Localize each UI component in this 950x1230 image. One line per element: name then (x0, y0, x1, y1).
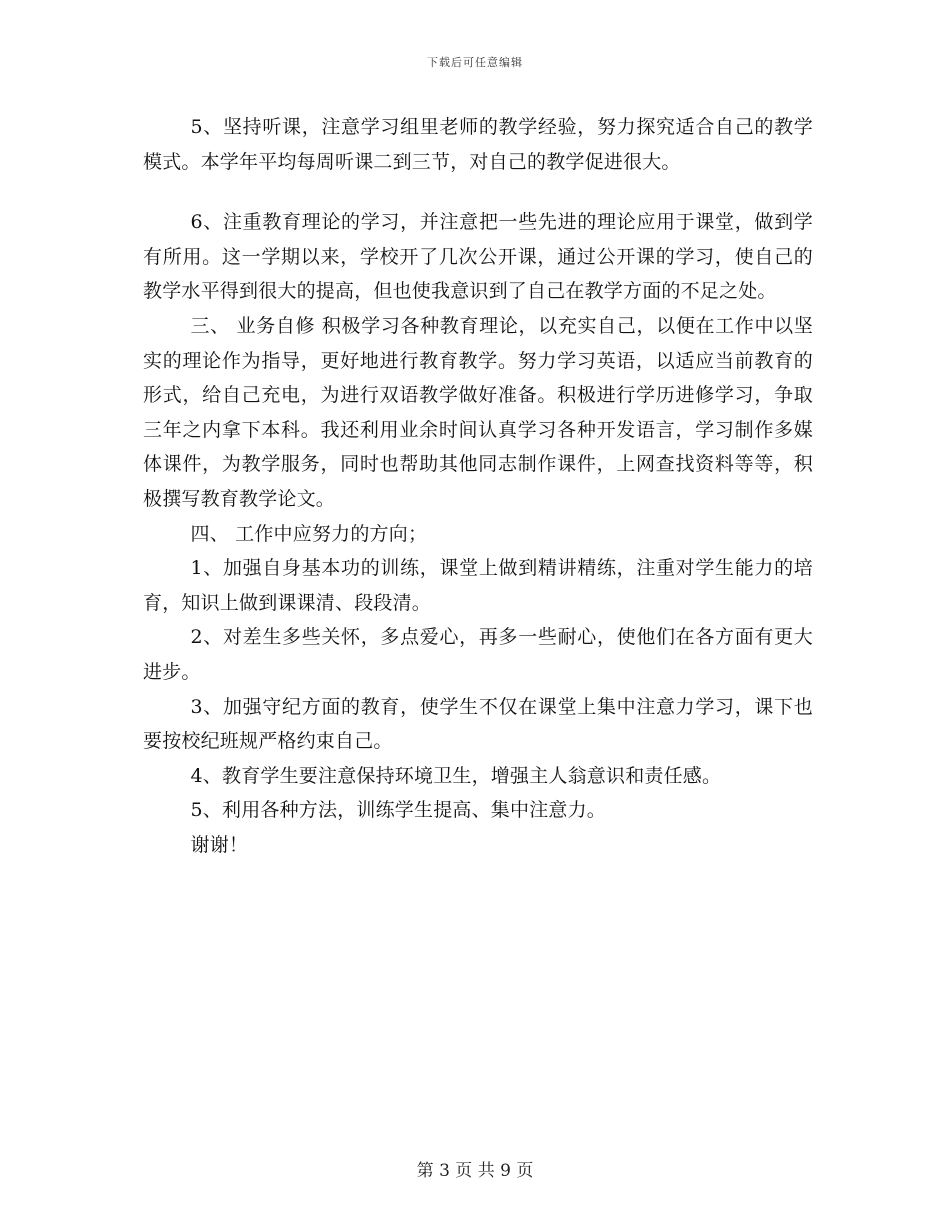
list-item-hygiene: 4、教育学生要注意保持环境卫生，增强主人翁意识和责任感。 (190, 764, 722, 787)
closing-thanks: 谢谢！ (190, 833, 249, 856)
section-heading-directions: 四、 工作中应努力的方向； (190, 522, 428, 545)
paragraph-theory-study: 6、注重教育理论的学习，并注意把一些先进的理论应用于课堂，做到学有所用。这一学期以来，学校开了几次公开课，通过公开课的学习，使自己的教学水平得到很大的提高，但也使我意识到了自己在教学方面的不足之处。 (143, 211, 813, 303)
document-body (143, 110, 813, 862)
list-item-attention: 5、利用各种方法，训练学生提高、集中注意力。 (190, 799, 606, 822)
page-header-note: 下载后可任意编辑 (427, 56, 523, 69)
page-number: 第 3 页 共 9 页 (416, 1161, 534, 1181)
paragraph-self-study: 三、 业务自修 积极学习各种教育理论，以充实自己，以便在工作中以坚实的理论作为指导，更好地进行教育教学。努力学习英语，以适应当前教育的形式，给自己充电，为进行双语教学做好准备。积极进行学历进修学习，争取三年之内拿下本科。我还利用业余时间认真学习各种开发语言，学习制作多媒体课件，为教学服务，同时也帮助其他同志制作课件，上网查找资料等等，积极撰写教育教学论文。 (143, 314, 813, 510)
paragraph-listen-class: 5、坚持听课，注意学习组里老师的教学经验，努力探究适合自己的教学模式。本学年平均每周听课二到三节，对自己的教学促进很大。 (143, 116, 813, 173)
list-item-discipline: 3、加强守纪方面的教育，使学生不仅在课堂上集中注意力学习，课下也要按校纪班规严格约束自己。 (143, 695, 813, 753)
list-item-care-students: 2、对差生多些关怀，多点爱心，再多一些耐心，使他们在各方面有更大进步。 (143, 626, 813, 683)
list-item-basic-skills: 1、加强自身基本功的训练，课堂上做到精讲精练，注重对学生能力的培育，知识上做到课课清、段段清。 (143, 557, 813, 614)
